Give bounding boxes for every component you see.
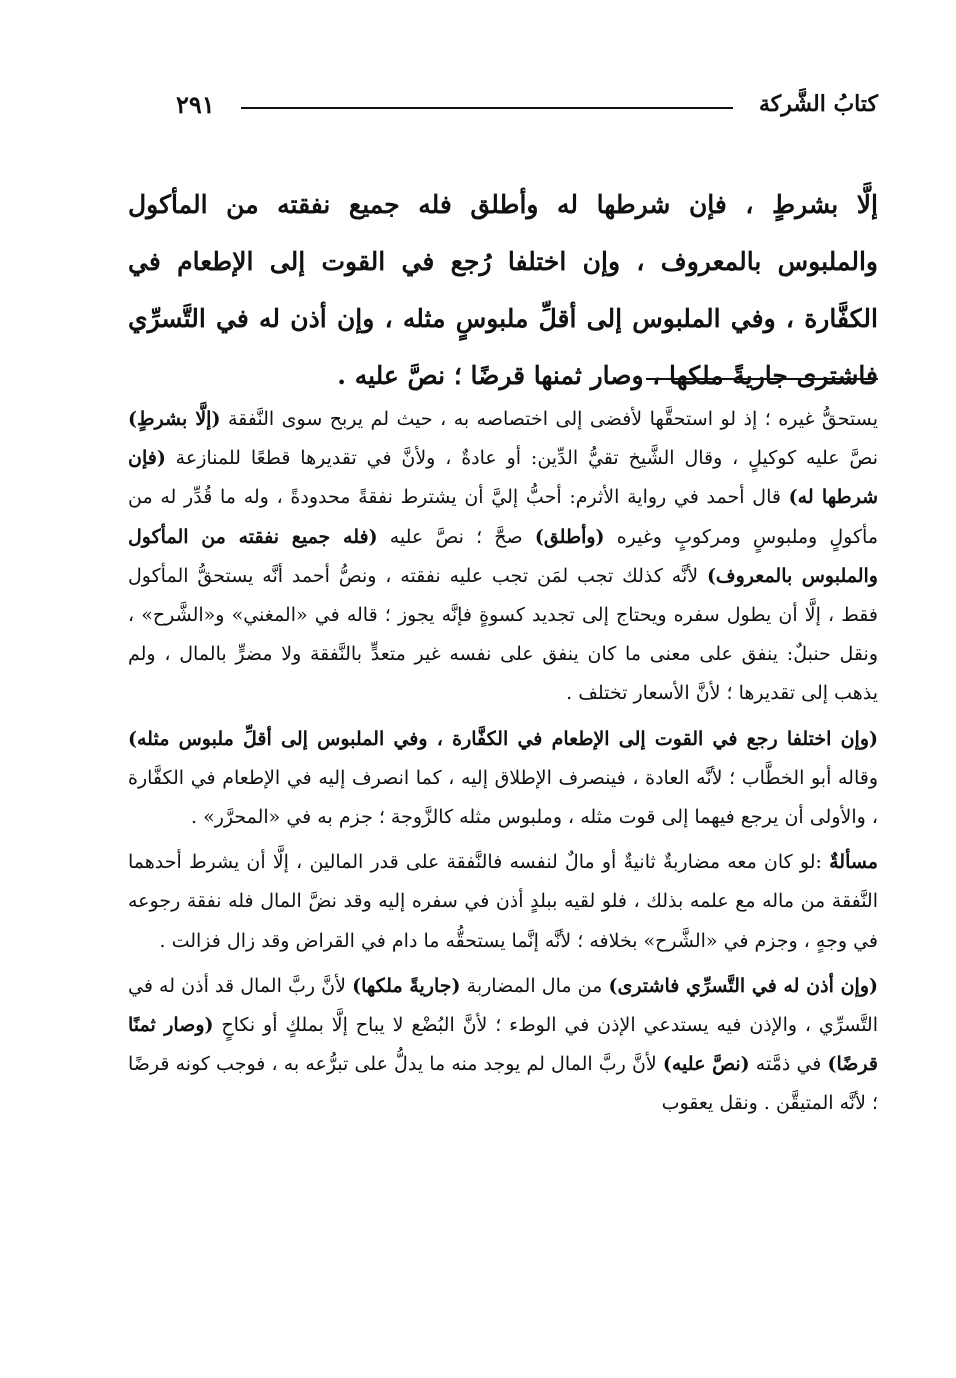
commentary-text: في ذمَّته xyxy=(749,1053,828,1076)
quoted-matn: (وإن أذن له في التَّسرِّي فاشترى) xyxy=(608,974,878,997)
quoted-matn: (وإن اختلفا رجع في القوت إلى الإطعام في الكفَّارة ، وفي الملبوس إلى أقلِّ ملبوس مثله) xyxy=(128,727,878,750)
commentary-paragraph-2 xyxy=(128,720,878,838)
commentary-text: لأنَّ ربَّ المال قد أذن له في التَّسرِّي ، والإذن فيه يستدعي الإذن في الوطء ؛ لأنَّ البُضْع لا يباح إلَّا بملكٍ أو نكاحٍ xyxy=(128,974,878,1037)
commentary-text: من مال المضاربة xyxy=(460,974,609,997)
commentary-paragraph-1 xyxy=(128,400,878,714)
quoted-matn: (وأطلق) xyxy=(534,525,605,548)
quoted-matn: (وصار ثمنًا قرضًا) xyxy=(128,1014,878,1076)
issue-heading: مسألةٌ xyxy=(829,851,878,874)
quoted-matn: (فله جميع نفقته من المأكول والملبوس بالمعروف) xyxy=(128,525,878,587)
header-rule xyxy=(241,107,733,109)
commentary-text: وقاله أبو الخطَّاب ؛ لأنَّه العادة ، فينصرف الإطلاق إليه ، كما انصرف إليه في الإطعام في الكفَّارة ، والأولى أن يرجع فيهما إلى قوت مثله ، وملبوس مثله كالزَّوجة ؛ جزم به في «المحرَّر» . xyxy=(128,766,878,829)
commentary-text: :لو كان معه مضاربةٌ ثانيةٌ أو مالٌ لنفسه فالنَّفقة على قدر المالين ، إلَّا أن يشرط أحدهما النَّفقة من ماله مع علمه بذلك ، فلو لقيه ببلدٍ أذن في سفره إليه وقد نضَّ المال فله نفقة رجوعه في وجهٍ ، وجزم في «الشَّرح» بخلافه ؛ لأنَّه إنَّما يستحقُّه ما دام في القراض وقد زال فزالت . xyxy=(128,851,878,952)
commentary-text: نصَّ عليه كوكيلٍ ، وقال الشَّيخ تقيُّ الدِّين: أو عادةٌ ، ولأنَّ في تقديرها قطعًا للمنازعة xyxy=(165,447,878,470)
commentary-text: يستحقُّ غيره ؛ إذ لو استحقَّها لأفضى إلى اختصاصه به ، حيث لم يربح سوى النَّفقة xyxy=(220,408,878,430)
quoted-matn: (إلَّا بشرطٍ) xyxy=(128,408,221,430)
commentary-text: لأنَّه كذلك تجب لمَن تجب عليه نفقته ، ونصُّ أحمد أنَّه يستحقُّ المأكول فقط ، إلَّا أن يطول سفره ويحتاج إلى تجديد كسوةٍ فإنَّه يجوز ؛ قاله في «المغني» و«الشَّرح» ، ونقل حنبلٌ: ينفق على معنى ما كان ينفق على نفسه غير متعدٍّ بالنَّفقة ولا مضرٍّ بالمال ، ولم يذهب إلى تقديرها ؛ لأنَّ الأسعار تختلف . xyxy=(128,564,878,705)
main-text-paragraph: إلَّا بشرطٍ ، فإن شرطها له وأطلق فله جميع نفقته من المأكول والملبوس بالمعروف ، وإن اختلفا رُجع في القوت إلى الإطعام في الكفَّارة ، وفي الملبوس إلى أقلِّ ملبوسٍ مثله ، وإن أذن له في التَّسرِّي فاشترى جاريةً ملكها ، وصار ثمنها قرضًا ؛ نصَّ عليه . xyxy=(128,190,878,390)
commentary-paragraph-3 xyxy=(128,843,878,961)
running-title: كتابُ الشَّركة xyxy=(758,91,878,117)
commentary-paragraph-4 xyxy=(128,967,878,1124)
quoted-matn: (نصَّ عليه) xyxy=(662,1053,750,1076)
commentary-text: لأنَّ ربَّ المال لم يوجد منه ما يدلُّ على تبرُّعه به ، فوجب كونه قرضًا ؛ لأنَّه المتيقَّن . ونقل يعقوب xyxy=(128,1053,878,1115)
commentary-text: صحَّ ؛ نصَّ عليه xyxy=(377,525,535,548)
page-header xyxy=(176,86,878,122)
quoted-matn: (جاريةً ملكها) xyxy=(352,974,461,997)
page-number: ٢٩١ xyxy=(176,89,215,119)
footnote-separator xyxy=(646,378,878,380)
commentary-text: قال أحمد في رواية الأثرم: أحبُّ إليَّ أن يشترط نفقةً محدودةً ، وله ما قُدِّر له من مأكولٍ وملبوسٍ ومركوبٍ وغيره xyxy=(128,486,878,548)
main-text xyxy=(128,176,878,404)
quoted-matn: (فإن شرطها له) xyxy=(128,447,879,509)
commentary xyxy=(128,400,878,1130)
